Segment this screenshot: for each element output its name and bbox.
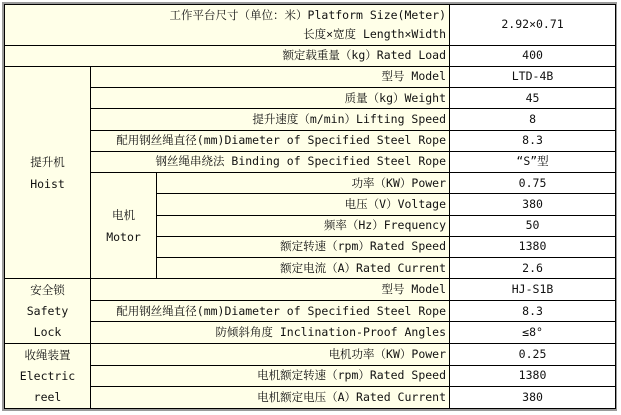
motor-group-en: Motor	[106, 229, 141, 244]
safety-lock-group-en-1: Safety	[26, 303, 69, 318]
table-row	[5, 151, 616, 172]
table-row	[5, 344, 616, 366]
safety-lock-group-en-2: Lock	[33, 324, 62, 339]
motor-frequency-value: 50	[450, 215, 616, 236]
electric-reel-speed-value: 1380	[450, 365, 616, 387]
hoist-rope-binding-label: 钢丝绳串绕法 Binding of Specified Steel Rope	[91, 151, 450, 172]
hoist-group-cn: 提升机	[30, 154, 65, 169]
table-row	[5, 109, 616, 130]
safety-lock-group-label	[5, 279, 91, 344]
spec-table	[4, 4, 616, 409]
motor-frequency-label: 频率（Hz）Frequency	[157, 215, 450, 236]
safety-lock-group-cn: 安全锁	[30, 282, 65, 297]
electric-reel-power-label: 电机功率（KW）Power	[91, 344, 450, 366]
table-row	[5, 300, 616, 322]
safety-lock-model-value: HJ-S1B	[450, 279, 616, 301]
rated-load-value: 400	[450, 45, 616, 66]
motor-rated-current-label: 额定电流（A）Rated Current	[157, 258, 450, 279]
safety-lock-model-label: 型号 Model	[91, 279, 450, 301]
table-row	[5, 173, 616, 194]
hoist-group-label	[5, 66, 91, 279]
row-rated-load	[5, 45, 616, 66]
electric-reel-group-cn: 收绳装置	[24, 347, 71, 362]
motor-voltage-label: 电压（V）Voltage	[157, 194, 450, 215]
hoist-rope-diameter-value: 8.3	[450, 130, 616, 151]
electric-reel-speed-label: 电机额定转速（rpm）Rated Speed	[91, 365, 450, 387]
motor-voltage-value: 380	[450, 194, 616, 215]
platform-size-label	[5, 5, 450, 46]
table-row	[5, 365, 616, 387]
table-row	[5, 279, 616, 301]
hoist-rope-binding-value: “S”型	[450, 151, 616, 172]
motor-rated-current-value: 2.6	[450, 258, 616, 279]
electric-reel-group-en-2: reel	[33, 389, 62, 404]
platform-size-label-line1: 工作平台尺寸（单位：米）Platform Size(Meter)	[169, 7, 447, 22]
hoist-speed-label: 提升速度（m/min）Lifting Speed	[91, 109, 450, 130]
table-row	[5, 322, 616, 344]
hoist-group-en: Hoist	[30, 176, 65, 191]
hoist-weight-label: 质量（kg）Weight	[91, 88, 450, 109]
safety-lock-rope-diameter-label: 配用钢丝绳直径(mm)Diameter of Specified Steel Rope	[91, 300, 450, 322]
electric-reel-voltage-label: 电机额定电压（A）Rated Current	[91, 387, 450, 409]
table-row	[5, 88, 616, 109]
hoist-model-value: LTD-4B	[450, 66, 616, 87]
hoist-model-label: 型号 Model	[91, 66, 450, 87]
motor-group-label	[91, 173, 157, 279]
motor-power-value: 0.75	[450, 173, 616, 194]
table-row	[5, 66, 616, 87]
safety-lock-rope-diameter-value: 8.3	[450, 300, 616, 322]
hoist-weight-value: 45	[450, 88, 616, 109]
safety-lock-angle-value: ≤8°	[450, 322, 616, 344]
platform-size-label-line2: 长度×宽度 Length×Width	[303, 26, 447, 41]
rated-load-label: 额定载重量（kg）Rated Load	[5, 45, 450, 66]
table-row	[5, 387, 616, 409]
motor-rated-speed-value: 1380	[450, 236, 616, 257]
row-platform-size	[5, 5, 616, 46]
table-row	[5, 130, 616, 151]
electric-reel-voltage-value: 380	[450, 387, 616, 409]
platform-size-value: 2.92×0.71	[450, 5, 616, 46]
electric-reel-group-label	[5, 344, 91, 409]
motor-group-cn: 电机	[112, 207, 135, 222]
electric-reel-power-value: 0.25	[450, 344, 616, 366]
electric-reel-group-en-1: Electric	[19, 368, 76, 383]
hoist-rope-diameter-label: 配用钢丝绳直径(mm)Diameter of Specified Steel Rope	[91, 130, 450, 151]
safety-lock-angle-label: 防倾斜角度 Inclination-Proof Angles	[91, 322, 450, 344]
spec-table-frame	[2, 2, 617, 411]
motor-power-label: 功率（KW）Power	[157, 173, 450, 194]
motor-rated-speed-label: 额定转速（rpm）Rated Speed	[157, 236, 450, 257]
hoist-speed-value: 8	[450, 109, 616, 130]
